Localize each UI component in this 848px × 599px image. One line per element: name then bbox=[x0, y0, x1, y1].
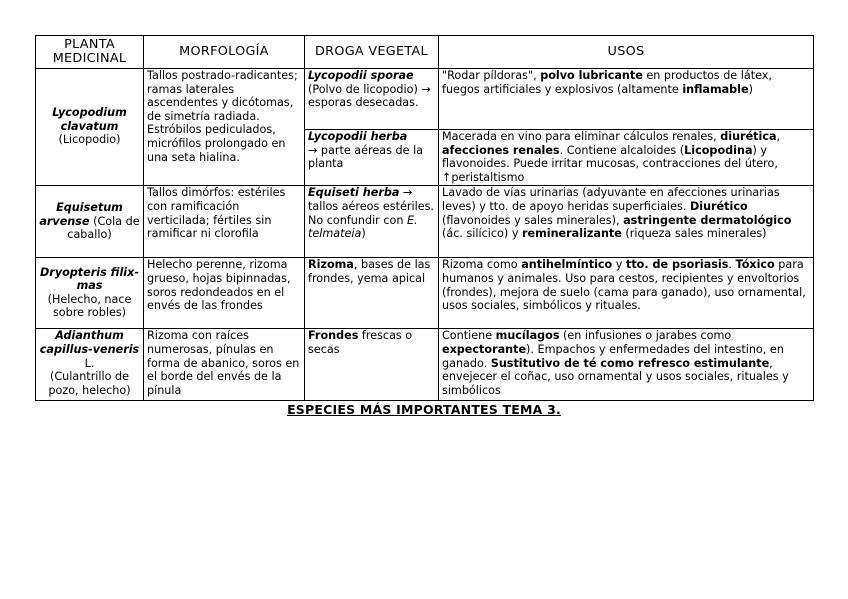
drug-cell bbox=[305, 69, 439, 130]
text-segment: (ác. silícico) y bbox=[442, 227, 522, 241]
uses-cell bbox=[439, 186, 814, 258]
text-segment: ) y flavonoides. Puede irritar mucosas, contracciones del útero, ↑peristaltismo bbox=[442, 143, 778, 184]
text-segment: remineralizante bbox=[522, 227, 622, 241]
plant-cell bbox=[36, 69, 144, 186]
text-segment: , bbox=[776, 130, 781, 143]
drug-description: → parte aéreas de la planta bbox=[308, 143, 424, 171]
table-row bbox=[36, 69, 814, 130]
drug-name: Lycopodii sporae bbox=[308, 69, 414, 82]
uses-cell bbox=[439, 130, 814, 186]
uses-cell bbox=[439, 329, 814, 401]
drug-cell bbox=[305, 329, 439, 401]
text-segment: y bbox=[612, 258, 626, 272]
text-segment: "Rodar píldoras", bbox=[442, 69, 541, 82]
text-segment: → tallos aéreos estériles. No confundir con bbox=[308, 186, 434, 227]
plant-latin-name: Adianthum capillus-veneris bbox=[39, 329, 140, 356]
plant-common-name: (Helecho, nace sobre robles) bbox=[47, 292, 132, 320]
text-segment: ) bbox=[361, 227, 366, 241]
plant-latin-name: Lycopodium clavatum bbox=[52, 106, 127, 133]
text-segment: antihelmíntico bbox=[521, 258, 613, 272]
uses-cell bbox=[439, 69, 814, 130]
text-segment: Lavado de vías urinarias (adyuvante en afecciones urinarias leves) y tto. de apoyo heridas superficiales. bbox=[442, 186, 780, 213]
text-segment: expectorante bbox=[442, 342, 527, 356]
text-segment: Equiseti herba bbox=[308, 186, 400, 200]
text-segment: diurética bbox=[720, 130, 777, 143]
text-segment: . Contiene alcaloides ( bbox=[559, 143, 685, 157]
morphology-cell: Tallos dimórfos: estériles con ramificación verticilada; fértiles sin ramificar ni clorofila bbox=[144, 186, 305, 258]
text-segment: Rizoma como bbox=[442, 258, 522, 272]
header-planta-medicinal: PLANTA MEDICINAL bbox=[36, 36, 144, 69]
text-segment: . bbox=[728, 258, 736, 272]
text-segment: Rizoma bbox=[308, 258, 354, 272]
drug-name: Lycopodii herba bbox=[308, 130, 408, 143]
plant-common-name: (Culantrillo de pozo, helecho) bbox=[48, 370, 131, 397]
plant-cell bbox=[36, 329, 144, 401]
text-segment: tto. de psoriasis bbox=[625, 258, 729, 272]
text-segment: afecciones renales bbox=[442, 143, 560, 157]
text-segment: Diurético bbox=[689, 199, 748, 213]
plant-cell bbox=[36, 186, 144, 258]
table-row bbox=[36, 329, 814, 401]
table-header-row bbox=[36, 36, 814, 69]
text-segment: ) bbox=[748, 82, 753, 96]
text-segment: Macerada en vino para eliminar cálculos renales, bbox=[442, 130, 721, 143]
text-segment: astringente dermatológico bbox=[623, 213, 792, 227]
document-title: ESPECIES MÁS IMPORTANTES TEMA 3. bbox=[287, 402, 561, 417]
drug-description: (Polvo de licopodio) → esporas desecadas. bbox=[308, 82, 431, 110]
plant-cell bbox=[36, 258, 144, 329]
plant-author: L. bbox=[84, 356, 95, 370]
table-row bbox=[36, 258, 814, 329]
text-segment: Sustitutivo de té como refresco estimulante bbox=[490, 356, 770, 370]
plant-common-name: (Cola de caballo) bbox=[67, 214, 140, 242]
drug-cell bbox=[305, 186, 439, 258]
text-segment: Frondes bbox=[308, 329, 359, 343]
text-segment: Tóxico bbox=[735, 258, 775, 272]
species-table bbox=[35, 35, 814, 401]
text-segment: Licopodina bbox=[684, 143, 753, 157]
text-segment: para humanos y animales. Uso para cestos, recipientes y envoltorios (frondes), mejora de suelo (cama para ganado), uso ornamental, usos sociales, simbólicos y rituales. bbox=[442, 258, 806, 313]
plant-latin-name: Dryopteris filix-mas bbox=[40, 265, 139, 293]
text-segment: (en infusiones o jarabes como bbox=[559, 329, 732, 343]
text-segment: E. telmateia bbox=[308, 213, 418, 241]
plant-latin-name: Equisetum arvense bbox=[39, 200, 123, 228]
morphology-cell: Rizoma con raíces numerosas, pínulas en forma de abanico, soros en el borde del envés de la pínula bbox=[144, 329, 305, 401]
text-segment: polvo lubricante bbox=[540, 69, 643, 82]
text-segment: , envejecer el coñac, uso ornamental y usos sociales, rituales y simbólicos bbox=[442, 356, 789, 397]
drug-cell bbox=[305, 258, 439, 329]
text-segment: ). Empachos y enfermedades del intestino, en ganado. bbox=[442, 342, 784, 370]
text-segment: mucílagos bbox=[495, 329, 560, 343]
header-usos: USOS bbox=[439, 36, 814, 69]
text-segment: (flavonoides y sales minerales), bbox=[442, 213, 624, 227]
morphology-cell: Tallos postrado-radicantes; ramas laterales ascendentes y dicótomas, de simetría radiada. Estróbilos pediculados, micrófilos prolongado en una seta hialina. bbox=[144, 69, 305, 186]
uses-cell bbox=[439, 258, 814, 329]
morphology-cell: Helecho perenne, rizoma grueso, hojas bipinnadas, soros redondeados en el envés de las frondes bbox=[144, 258, 305, 329]
drug-cell bbox=[305, 130, 439, 186]
header-morfologia: MORFOLOGÍA bbox=[144, 36, 305, 69]
text-segment: en productos de látex, fuegos artificiales y explosivos (altamente bbox=[442, 69, 772, 96]
header-droga-vegetal: DROGA VEGETAL bbox=[305, 36, 439, 69]
text-segment: Contiene bbox=[442, 329, 496, 343]
plant-common-name: (Licopodio) bbox=[58, 133, 121, 147]
text-segment: (riqueza sales minerales) bbox=[621, 227, 767, 241]
text-segment: inflamable bbox=[682, 82, 749, 96]
text-segment: frescas o secas bbox=[308, 329, 413, 356]
table-row bbox=[36, 186, 814, 258]
text-segment: , bases de las frondes, yema apical bbox=[308, 258, 431, 285]
